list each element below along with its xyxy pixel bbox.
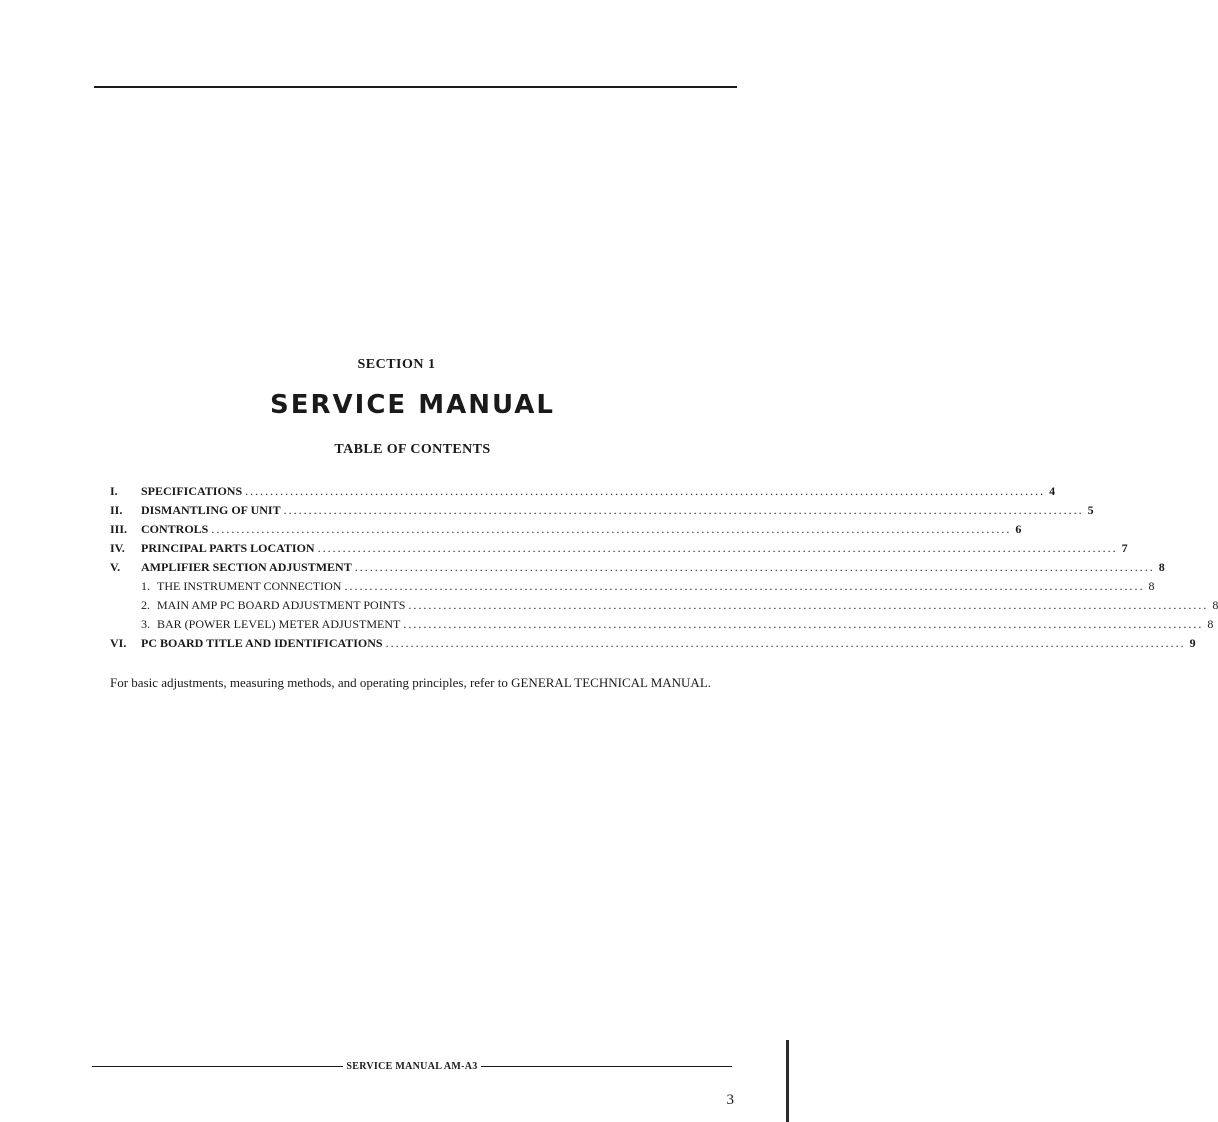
binding-edge (786, 1040, 789, 1122)
toc-entry-title: MAIN AMP PC BOARD ADJUSTMENT POINTS (157, 598, 406, 612)
toc-entry-page: 7 (1121, 541, 1128, 555)
dot-leader: ................................................................................................................................................................ (354, 560, 1155, 574)
toc-entry-page: 4 (1049, 484, 1056, 498)
toc-entry-controls[interactable] (110, 522, 1022, 541)
toc-entry-number: III. (110, 522, 128, 536)
toc-entry-title: SPECIFICATIONS (141, 484, 243, 498)
toc-entry-title: PRINCIPAL PARTS LOCATION (141, 541, 315, 555)
toc-subentry-number: 2. (141, 598, 150, 612)
footer-rule-left (92, 1066, 343, 1067)
toc-entry-page: 8 (1212, 598, 1218, 612)
dot-leader: ................................................................................................................................................................ (283, 503, 1084, 517)
toc-entry-number: V. (110, 560, 121, 574)
page-title: SERVICE MANUAL (270, 390, 555, 420)
toc-entry-page: 5 (1087, 503, 1094, 517)
toc-subentry-bar-meter[interactable] (110, 617, 1214, 636)
section-label: SECTION 1 (357, 357, 436, 372)
dot-leader: ................................................................................................................................................................ (403, 617, 1204, 631)
table-of-contents (110, 484, 1218, 655)
toc-entry-number: II. (110, 503, 123, 517)
dot-leader: ................................................................................................................................................................ (385, 636, 1186, 650)
footer-rule-right (481, 1066, 732, 1067)
toc-heading: TABLE OF CONTENTS (334, 442, 491, 457)
page-footer (92, 1061, 732, 1072)
toc-entry-number: I. (110, 484, 118, 498)
dot-leader: ................................................................................................................................................................ (317, 541, 1118, 555)
toc-entry-page: 8 (1158, 560, 1165, 574)
dot-leader: ................................................................................................................................................................ (344, 579, 1145, 593)
dot-leader: ................................................................................................................................................................ (245, 484, 1046, 498)
toc-subentry-number: 1. (141, 579, 150, 593)
toc-entry-title: BAR (POWER LEVEL) METER ADJUSTMENT (157, 617, 401, 631)
toc-entry-number: VI. (110, 636, 127, 650)
toc-entry-amplifier-adjustment[interactable] (110, 560, 1165, 579)
toc-entry-title: PC BOARD TITLE AND IDENTIFICATIONS (141, 636, 383, 650)
toc-subentry-number: 3. (141, 617, 150, 631)
dot-leader: ................................................................................................................................................................ (211, 522, 1012, 536)
toc-entry-number: IV. (110, 541, 125, 555)
dot-leader: ................................................................................................................................................................ (408, 598, 1209, 612)
page-number: 3 (726, 1092, 734, 1108)
reference-note: For basic adjustments, measuring methods, and operating principles, refer to GENERAL TECHNICAL MANUAL. (110, 675, 712, 690)
toc-entry-title: AMPLIFIER SECTION ADJUSTMENT (141, 560, 352, 574)
toc-entry-title: DISMANTLING OF UNIT (141, 503, 281, 517)
toc-entry-specifications[interactable] (110, 484, 1056, 503)
toc-entry-page: 6 (1015, 522, 1022, 536)
toc-entry-dismantling[interactable] (110, 503, 1094, 522)
toc-entry-title: CONTROLS (141, 522, 209, 536)
toc-subentry-main-amp-points[interactable] (110, 598, 1218, 617)
toc-entry-page: 8 (1148, 579, 1155, 593)
toc-subentry-instrument-connection[interactable] (110, 579, 1155, 598)
toc-entry-title: THE INSTRUMENT CONNECTION (157, 579, 342, 593)
top-rule (94, 86, 737, 88)
toc-entry-parts-location[interactable] (110, 541, 1128, 560)
toc-entry-page: 9 (1189, 636, 1196, 650)
footer-label: SERVICE MANUAL AM-A3 (346, 1061, 478, 1072)
toc-entry-pc-board-title[interactable] (110, 636, 1196, 655)
toc-entry-page: 8 (1207, 617, 1214, 631)
